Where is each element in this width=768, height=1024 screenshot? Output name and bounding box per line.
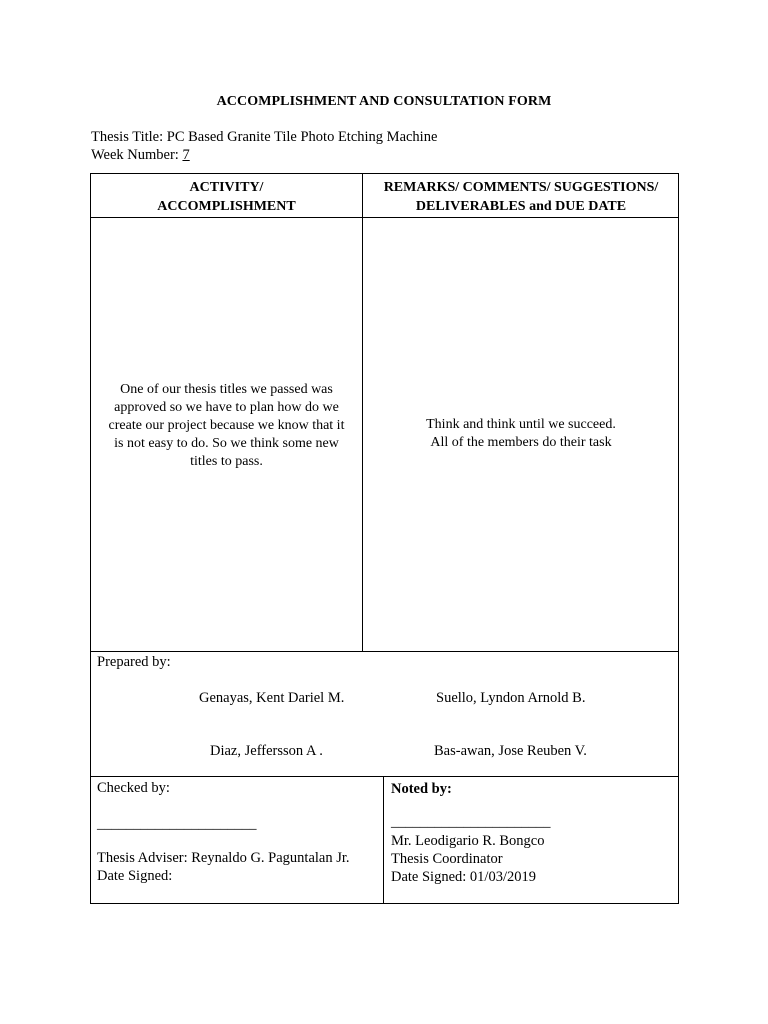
signature-divider — [90, 776, 679, 777]
preparer-name: Bas-awan, Jose Reuben V. — [434, 743, 587, 759]
activity-header-line1: ACTIVITY/ — [189, 180, 264, 195]
column-divider — [362, 173, 363, 652]
activity-header — [91, 178, 362, 216]
prepared-by-label: Prepared by: — [97, 654, 171, 670]
noted-by-label: Noted by: — [391, 781, 452, 797]
coordinator-name: Mr. Leodigario R. Bongco — [391, 833, 545, 849]
coordinator-signature-line: ______________________ — [391, 814, 551, 830]
checked-by-label: Checked by: — [97, 780, 170, 796]
remarks-line: Think and think until we succeed. — [426, 417, 616, 432]
adviser-date-signed: Date Signed: — [97, 868, 173, 884]
signature-column-divider — [383, 776, 384, 904]
thesis-adviser: Thesis Adviser: Reynaldo G. Paguntalan Jr. — [97, 850, 350, 866]
remarks-header-line2: DELIVERABLES and DUE DATE — [415, 199, 627, 214]
activity-header-line2: ACCOMPLISHMENT — [157, 199, 296, 214]
coordinator-role: Thesis Coordinator — [391, 851, 503, 867]
remarks-header-line1: REMARKS/ COMMENTS/ SUGGESTIONS/ — [383, 180, 659, 195]
activity-line: titles to pass. — [190, 454, 263, 469]
week-number-line — [91, 147, 190, 164]
body-divider — [90, 651, 679, 652]
preparer-name: Diaz, Jeffersson A . — [210, 743, 323, 759]
week-number-value: 7 — [182, 147, 190, 163]
remarks-line: All of the members do their task — [430, 435, 612, 450]
week-number-label: Week Number: — [91, 147, 183, 163]
activity-line: is not easy to do. So we think some new — [114, 436, 339, 451]
adviser-signature-line: ______________________ — [97, 816, 257, 832]
thesis-title-line — [91, 129, 437, 146]
thesis-title-value: PC Based Granite Tile Photo Etching Machine — [166, 129, 438, 145]
form-table — [90, 173, 679, 904]
form-title: ACCOMPLISHMENT AND CONSULTATION FORM — [216, 94, 552, 109]
preparer-name: Genayas, Kent Dariel M. — [199, 690, 345, 706]
activity-line: One of our thesis titles we passed was — [120, 382, 333, 397]
remarks-text — [363, 416, 679, 452]
activity-text — [91, 381, 362, 471]
activity-line: approved so we have to plan how do we — [114, 400, 339, 415]
header-divider — [90, 217, 679, 218]
thesis-title-label: Thesis Title: — [91, 129, 167, 145]
coordinator-date-signed: Date Signed: 01/03/2019 — [391, 869, 536, 885]
activity-line: create our project because we know that it — [108, 418, 345, 433]
remarks-header — [363, 178, 679, 216]
preparer-name: Suello, Lyndon Arnold B. — [436, 690, 586, 706]
